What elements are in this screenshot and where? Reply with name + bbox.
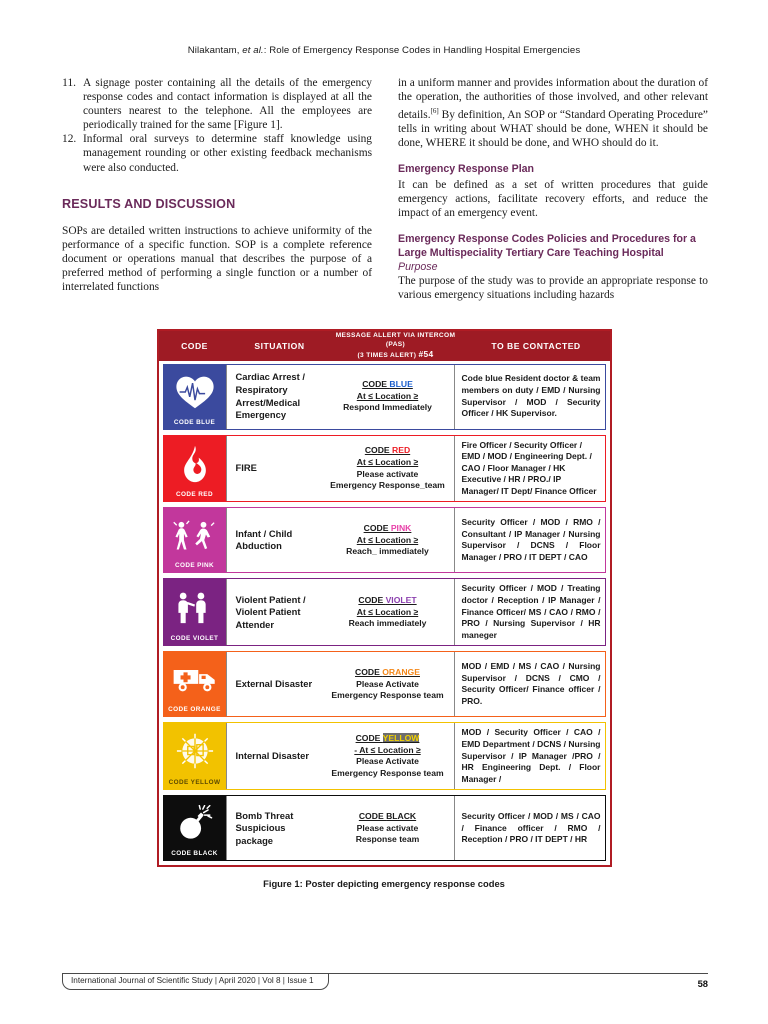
poster-message-cell bbox=[322, 796, 454, 860]
poster-code-label: CODE YELLOW bbox=[168, 779, 221, 787]
poster-message-cell bbox=[322, 436, 454, 502]
figure-caption: Figure 1: Poster depicting emergency response codes bbox=[263, 878, 505, 890]
running-head bbox=[0, 0, 768, 56]
emergency-codes-poster bbox=[157, 329, 612, 868]
poster-code-cell bbox=[164, 579, 226, 645]
poster-message-line: Response team bbox=[355, 834, 420, 845]
poster-message-line: At ≤ Location ≥ bbox=[356, 456, 419, 467]
poster-code-cell bbox=[164, 723, 226, 789]
poster-message-code-word: BLACK bbox=[386, 810, 417, 821]
poster-message-line: At ≤ Location ≥ bbox=[356, 534, 419, 545]
violent-patient-icon bbox=[164, 579, 226, 635]
poster-situation-cell: Cardiac Arrest / Respiratory Arrest/Medical Emergency bbox=[226, 365, 322, 429]
poster-message-line: Respond Immediately bbox=[343, 402, 432, 413]
poster-situation-cell: Bomb Threat Suspicious package bbox=[226, 796, 322, 860]
poster-message-line: Please Activate bbox=[356, 678, 419, 689]
poster-message-code-prefix: CODE bbox=[358, 810, 387, 821]
numbered-list bbox=[62, 76, 372, 175]
poster-message-line: Please activate bbox=[356, 468, 419, 479]
child-abduction-icon bbox=[164, 508, 226, 562]
poster-message-line: - At ≤ Location ≥ bbox=[354, 744, 421, 755]
poster-code-cell bbox=[164, 436, 226, 502]
poster-code-cell bbox=[164, 508, 226, 572]
heart-ecg-icon bbox=[164, 365, 226, 419]
list-item bbox=[62, 76, 372, 132]
poster-code-label: CODE PINK bbox=[174, 562, 215, 570]
internal-disaster-icon bbox=[164, 723, 226, 779]
running-head-title: : Role of Emergency Response Codes in Handling Hospital Emergencies bbox=[263, 45, 581, 56]
continued-text-b: By definition, An SOP or “Standard Operating Procedure” tells in writing about WHAT should be done, WHEN it should be done, WHERE it should be done, and WHO should do it. bbox=[398, 108, 708, 150]
poster-code-label: CODE ORANGE bbox=[168, 706, 221, 714]
poster-code-row bbox=[163, 578, 606, 646]
citation-marker: [6] bbox=[430, 107, 439, 116]
poster-code-row bbox=[163, 435, 606, 503]
continued-text-a: in a uniform manner and provides information about the duration of the operation, the authorities of those involved, and other relevant details. bbox=[398, 77, 708, 121]
poster-message-line: At ≤ Location ≥ bbox=[356, 606, 419, 617]
poster-message-code bbox=[362, 379, 413, 391]
poster-situation-cell: Violent Patient / Violent Patient Attender bbox=[226, 579, 322, 645]
poster-message-code bbox=[358, 595, 416, 607]
poster-message-code-word: VIOLET bbox=[385, 594, 417, 605]
poster-header-row bbox=[159, 331, 610, 361]
poster-message-cell bbox=[322, 723, 454, 789]
paragraph-emergency-response-plan: It can be defined as a set of written procedures that guide emergency actions, facilitate recovery efforts, and reduce the impact of an emergency event. bbox=[398, 178, 708, 220]
poster-header-message-line2: (3 TIMES ALERT) bbox=[357, 351, 417, 359]
heading-purpose: Purpose bbox=[398, 261, 438, 274]
poster-contacted-cell: Fire Officer / Security Officer / EMD / MOD / Engineering Dept. / CAO / Floor Manager / HK Executive / HR / PRO./ IP Manager/ IT Dept/ Finance Officer bbox=[454, 436, 605, 502]
poster-message-line: Please Activate bbox=[356, 756, 419, 767]
running-head-authors: Nilakantam, bbox=[187, 45, 240, 56]
poster-contacted-cell: Code blue Resident doctor & team members on duty / EMD / Nursing Supervisor / MOD / Security Officer / HK Supervisor. bbox=[454, 365, 605, 429]
poster-header-code: CODE bbox=[181, 340, 208, 351]
poster-contacted-cell: Security Officer / MOD / RMO / Consultant / IP Manager / Nursing Supervisor / DCNS / Floor Manager / PRO / IT DEPT / CAO bbox=[454, 508, 605, 572]
poster-header-contacted: TO BE CONTACTED bbox=[491, 340, 581, 351]
poster-message-code-prefix: CODE bbox=[363, 522, 391, 533]
poster-message-code bbox=[364, 523, 412, 535]
poster-message-code-word: PINK bbox=[390, 522, 412, 533]
poster-header-message bbox=[329, 331, 463, 360]
poster-message-cell bbox=[322, 365, 454, 429]
poster-contacted-cell: MOD / EMD / MS / CAO / Nursing Supervisor / DCNS / CMO / Security Officer/ Finance officer / PRO. bbox=[454, 652, 605, 716]
poster-message-code-word: RED bbox=[392, 444, 411, 455]
right-column bbox=[398, 76, 708, 303]
poster-code-row bbox=[163, 795, 606, 861]
paragraph-purpose: The purpose of the study was to provide an appropriate response to various emergency situations including hazards bbox=[398, 275, 708, 302]
list-item-text: A signage poster containing all the details of the emergency response codes and contact information is displayed at all the counters nearest to the telephone. All the employees are periodically trained for the same [Figure 1]. bbox=[83, 77, 372, 132]
poster-contacted-cell: MOD / Security Officer / CAO / EMD Department / DCNS / Nursing Supervisor / IP Manager /PRO / HR Engineering Dept. / Floor Manager / bbox=[454, 723, 605, 789]
poster-code-row bbox=[163, 722, 606, 790]
poster-message-line: Emergency Response_team bbox=[330, 480, 445, 491]
poster-message-code bbox=[365, 445, 410, 457]
poster-contacted-cell: Security Officer / MOD / MS / CAO / Finance officer / RMO / Reception / PRO / IT DEPT / HR bbox=[454, 796, 605, 860]
poster-message-code-word: YELLOW bbox=[382, 732, 420, 743]
continued-paragraph bbox=[398, 76, 708, 150]
poster-message-code-prefix: CODE bbox=[355, 666, 383, 677]
poster-message-code-word: BLUE bbox=[389, 378, 413, 389]
left-column bbox=[62, 76, 372, 303]
poster-message-line: Reach_ immediately bbox=[346, 546, 429, 557]
poster-rows bbox=[159, 361, 610, 866]
poster-code-row bbox=[163, 364, 606, 430]
results-paragraph: SOPs are detailed written instructions to achieve uniformity of the performance of a specific function. SOP is a complete reference document or operations manual that describes the purpose of a preferred method of performing a single function or a number of interrelated functions bbox=[62, 224, 372, 294]
poster-code-row bbox=[163, 651, 606, 717]
poster-header-message-line2-wrap bbox=[329, 350, 463, 360]
poster-message-line: Emergency Response team bbox=[331, 690, 444, 701]
poster-code-row bbox=[163, 507, 606, 573]
list-item bbox=[62, 132, 372, 174]
poster-message-cell bbox=[322, 579, 454, 645]
figure-1 bbox=[157, 329, 612, 890]
poster-header-message-number: #54 bbox=[418, 348, 434, 359]
poster-code-label: CODE BLUE bbox=[173, 418, 216, 426]
poster-message-code-prefix: CODE bbox=[362, 378, 390, 389]
footer-journal-info: International Journal of Scientific Study | April 2020 | Vol 8 | Issue 1 bbox=[62, 973, 329, 990]
poster-code-label: CODE VIOLET bbox=[170, 635, 219, 643]
poster-message-line: Reach immediately bbox=[348, 618, 427, 629]
bomb-icon bbox=[164, 796, 226, 850]
poster-message-code bbox=[355, 667, 420, 679]
poster-message-code bbox=[359, 811, 416, 823]
poster-message-cell bbox=[322, 652, 454, 716]
poster-message-line: Emergency Response team bbox=[331, 768, 444, 779]
running-head-etal: et al. bbox=[242, 45, 264, 56]
page-footer bbox=[62, 973, 708, 996]
poster-message-code-prefix: CODE bbox=[355, 732, 383, 743]
list-item-number: 11. bbox=[62, 77, 76, 89]
poster-message-code bbox=[356, 733, 420, 745]
poster-code-cell bbox=[164, 652, 226, 716]
poster-message-line: At ≤ Location ≥ bbox=[356, 390, 419, 401]
poster-header-message-line1: MESSAGE ALLERT VIA INTERCOM (PAS) bbox=[335, 331, 456, 349]
poster-situation-cell: External Disaster bbox=[226, 652, 322, 716]
poster-code-label: CODE RED bbox=[176, 491, 213, 499]
footer-page-number: 58 bbox=[697, 978, 708, 989]
list-item-number: 12. bbox=[62, 133, 77, 146]
poster-situation-cell: Internal Disaster bbox=[226, 723, 322, 789]
poster-code-cell bbox=[164, 796, 226, 860]
section-heading-results: RESULTS AND DISCUSSION bbox=[62, 196, 236, 211]
flame-icon bbox=[164, 436, 226, 492]
poster-message-cell bbox=[322, 508, 454, 572]
heading-emergency-response-plan: Emergency Response Plan bbox=[398, 163, 535, 176]
heading-policies-procedures: Emergency Response Codes Policies and Procedures for a Large Multispeciality Tertiary Care Teaching Hospital bbox=[398, 233, 696, 259]
poster-message-code-prefix: CODE bbox=[358, 594, 386, 605]
poster-message-code-word: ORANGE bbox=[382, 666, 420, 677]
poster-header-situation: SITUATION bbox=[254, 340, 305, 351]
poster-code-label: CODE BLACK bbox=[171, 850, 218, 858]
poster-situation-cell: FIRE bbox=[226, 436, 322, 502]
poster-situation-cell: Infant / Child Abduction bbox=[226, 508, 322, 572]
list-item-text: Informal oral surveys to determine staff knowledge using management rounding or other existing feedback mechanisms were also conducted. bbox=[83, 133, 372, 174]
poster-contacted-cell: Security Officer / MOD / Treating doctor / Reception / IP Manager / Finance Officer/ MS / CAO / RMO / PRO / Nursing Supervisor / HR maneger bbox=[454, 579, 605, 645]
poster-code-cell bbox=[164, 365, 226, 429]
body-columns bbox=[0, 56, 768, 303]
poster-message-code-prefix: CODE bbox=[364, 444, 393, 455]
ambulance-icon bbox=[164, 652, 226, 706]
poster-message-line: Please activate bbox=[356, 822, 419, 833]
